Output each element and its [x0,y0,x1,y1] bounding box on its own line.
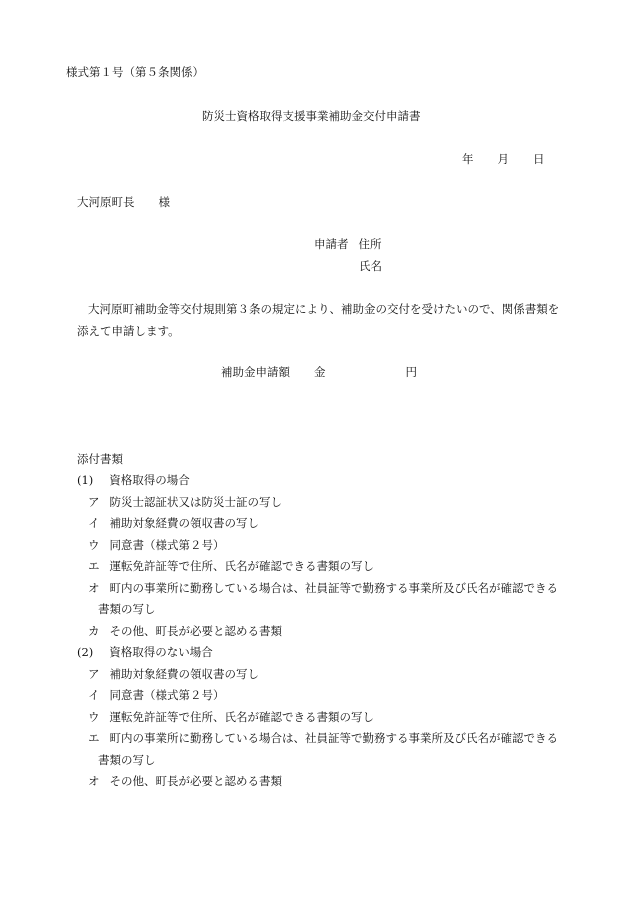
applicant-name-label: 氏名 [359,259,382,273]
list-item [88,497,282,509]
date-line [462,154,545,166]
item-text: 町内の事業所に勤務している場合は、社員証等で勤務する事業所及び氏名が確認できる [109,581,558,595]
item-text: 防災士認証状又は防災士証の写し [109,495,282,509]
form-number: 様式第１号（第５条関係） [66,65,204,79]
item-mark: ア [88,495,100,509]
item-text: 同意書（様式第２号） [109,688,225,702]
item-mark: イ [88,516,100,530]
body-line-2: 添えて申請します。 [77,324,180,338]
applicant-address-label: 住所 [358,237,382,251]
item-mark: エ [88,731,100,745]
item-mark: カ [88,624,100,638]
section-1-title: 資格取得の場合 [109,473,190,487]
section-2-number: (2) [77,645,94,659]
date-day-label: 日 [533,152,545,166]
section-2-heading [77,647,213,659]
section-1-number: (1) [77,473,94,487]
document-title: 防災士資格取得支援事業補助金交付申請書 [202,109,421,123]
item-text: 同意書（様式第２号） [109,538,225,552]
list-item [88,626,282,638]
amount-line [221,367,417,379]
list-item-continuation: 書類の写し [98,753,156,767]
date-month-label: 月 [497,152,509,166]
list-item [88,518,259,530]
item-mark: ウ [88,538,100,552]
body-line-1: 大河原町補助金等交付規則第３条の規定により、補助金の交付を受けたいので、関係書類を [88,302,560,316]
honorific: 様 [158,195,170,209]
list-item [88,712,374,724]
item-mark: オ [88,581,100,595]
item-text: 運転免許証等で住所、氏名が確認できる書類の写し [109,559,374,573]
amount-prefix: 金 [314,365,326,379]
applicant-label: 申請者 [314,237,349,251]
list-item [88,669,259,681]
section-1-heading [77,475,190,487]
applicant-address-line [314,239,382,251]
item-mark: ウ [88,710,100,724]
item-mark: ア [88,667,100,681]
amount-suffix: 円 [405,365,417,379]
item-mark: エ [88,559,100,573]
list-item [88,561,374,573]
item-text: 町内の事業所に勤務している場合は、社員証等で勤務する事業所及び氏名が確認できる [109,731,558,745]
list-item [88,733,558,745]
section-2-title: 資格取得のない場合 [109,645,213,659]
list-item [88,540,225,552]
addressee-line [77,197,170,209]
addressee: 大河原町長 [77,195,135,209]
item-text: 補助対象経費の領収書の写し [109,516,259,530]
item-mark: オ [88,774,100,788]
item-text: その他、町長が必要と認める書類 [109,624,282,638]
list-item-continuation: 書類の写し [98,602,156,616]
item-text: 補助対象経費の領収書の写し [109,667,259,681]
list-item [88,583,558,595]
list-item [88,776,282,788]
item-text: その他、町長が必要と認める書類 [109,774,282,788]
list-item [88,690,225,702]
attachments-heading: 添付書類 [77,452,123,466]
amount-label: 補助金申請額 [221,365,290,379]
item-mark: イ [88,688,100,702]
item-text: 運転免許証等で住所、氏名が確認できる書類の写し [109,710,374,724]
date-year-label: 年 [462,152,474,166]
